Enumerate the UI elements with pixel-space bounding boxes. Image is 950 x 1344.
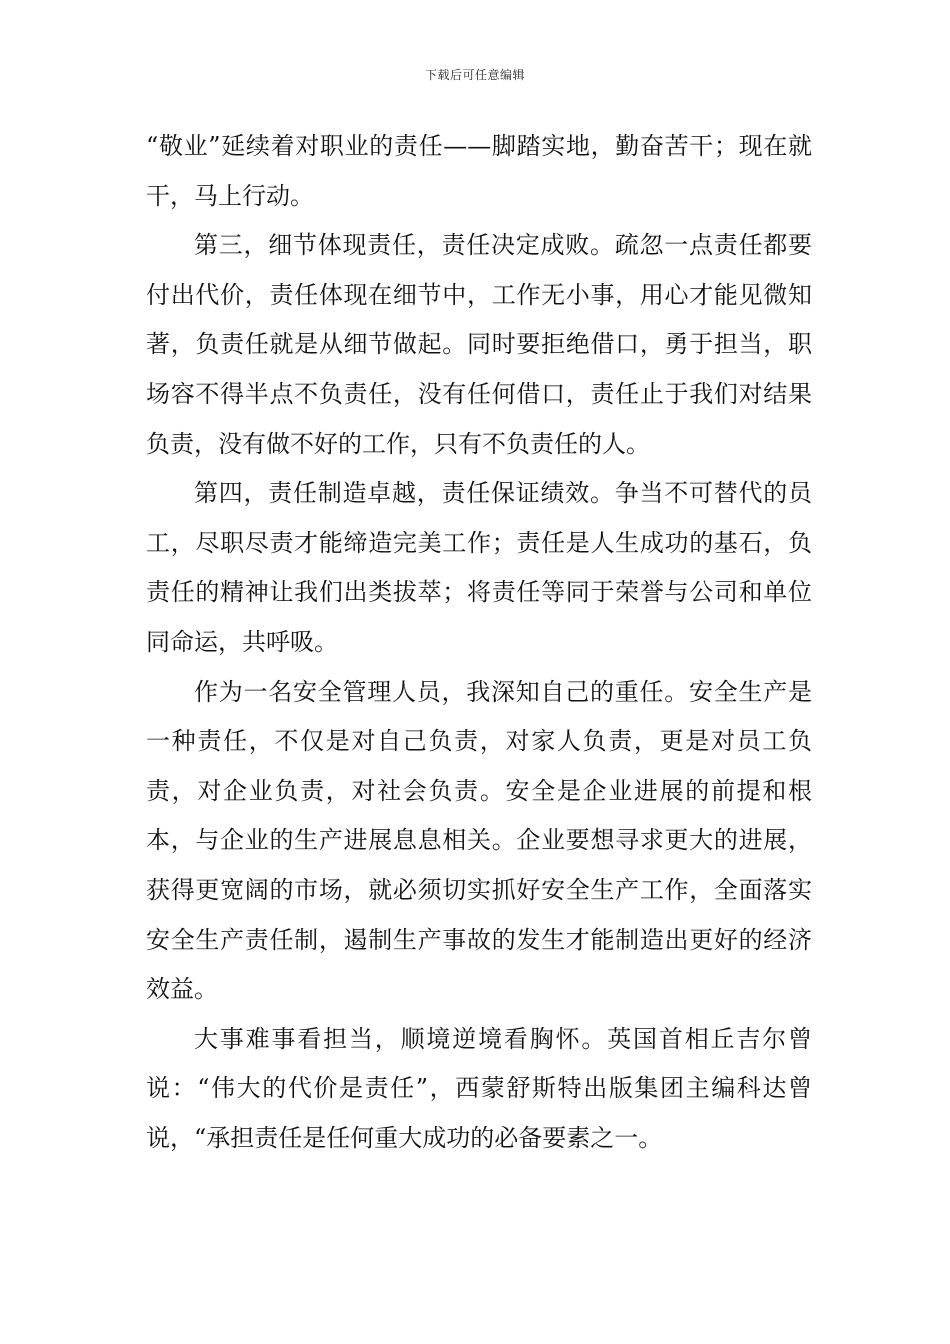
page-header: 下载后可任意编辑 xyxy=(424,68,525,82)
paragraph-2: 第三，细节体现责任，责任决定成败。疏忽一点责任都要付出代价，责任体现在细节中，工作无小事，用心才能见微知著，负责任就是从细节做起。同时要拒绝借口，勇于担当，职场容不得半点不负责任，没有任何借口，责任止于我们对结果负责，没有做不好的工作，只有不负责任的人。 xyxy=(146,231,812,458)
paragraph-4: 作为一名安全管理人员，我深知自己的重任。安全生产是一种责任，不仅是对自己负责，对家人负责，更是对员工负责，对企业负责，对社会负责。安全是企业进展的前提和根本，与企业的生产进展息息相关。企业要想寻求更大的进展，获得更宽阔的市场，就必须切实抓好安全生产工作，全面落实安全生产责任制，遏制生产事故的发生才能制造出更好的经济效益。 xyxy=(146,677,812,1004)
paragraph-3: 第四，责任制造卓越，责任保证绩效。争当不可替代的员工，尽职尽责才能缔造完美工作；责任是人生成功的基石，负责任的精神让我们出类拔萃；将责任等同于荣誉与公司和单位同命运，共呼吸。 xyxy=(146,479,812,656)
paragraph-5: 大事难事看担当，顺境逆境看胸怀。英国首相丘吉尔曾说：“伟大的代价是责任”，西蒙舒斯特出版集团主编科达曾说，“承担责任是任何重大成功的必备要素之一。 xyxy=(146,1024,812,1152)
paragraph-1: “敬业”延续着对职业的责任——脚踏实地，勤奋苦干；现在就干，马上行动。 xyxy=(146,132,812,210)
document-body xyxy=(146,122,812,1163)
